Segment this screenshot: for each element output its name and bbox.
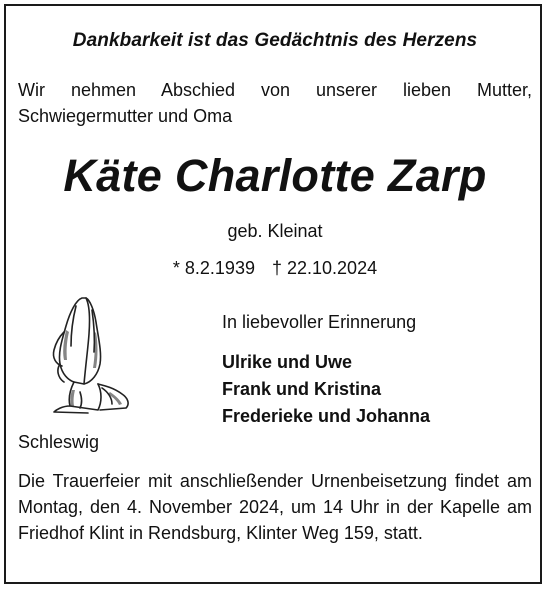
birth-date: * 8.2.1939 (172, 258, 255, 278)
place: Schleswig (18, 432, 100, 452)
service-details: Die Trauerfeier mit anschließender Urnenbeisetzung findet am Montag, den 4. November 2024, um 14 Uhr in der Kapelle am Friedhof Klint in Rendsburg, Klinter Weg 159, statt. (18, 471, 532, 543)
family-list (222, 349, 430, 430)
motto: Dankbarkeit ist das Gedächtnis des Herzens (72, 30, 478, 51)
intro-text (18, 77, 532, 129)
family-member: Ulrike und Uwe (222, 352, 353, 372)
intro-line-2: Schwiegermutter und Oma (18, 106, 233, 126)
deceased-name: Käte Charlotte Zarp (63, 150, 487, 201)
life-dates (0, 258, 550, 279)
remembrance-line: In liebevoller Erinnerung (222, 312, 417, 332)
maiden-name: geb. Kleinat (227, 221, 323, 241)
family-member: Frederieke und Johanna (222, 406, 431, 426)
intro-line-1: Wir nehmen Abschied von unserer lieben Mutter, (18, 80, 532, 100)
death-date: † 22.10.2024 (271, 258, 378, 278)
family-member: Frank und Kristina (222, 379, 382, 399)
praying-hands-icon (40, 292, 140, 414)
